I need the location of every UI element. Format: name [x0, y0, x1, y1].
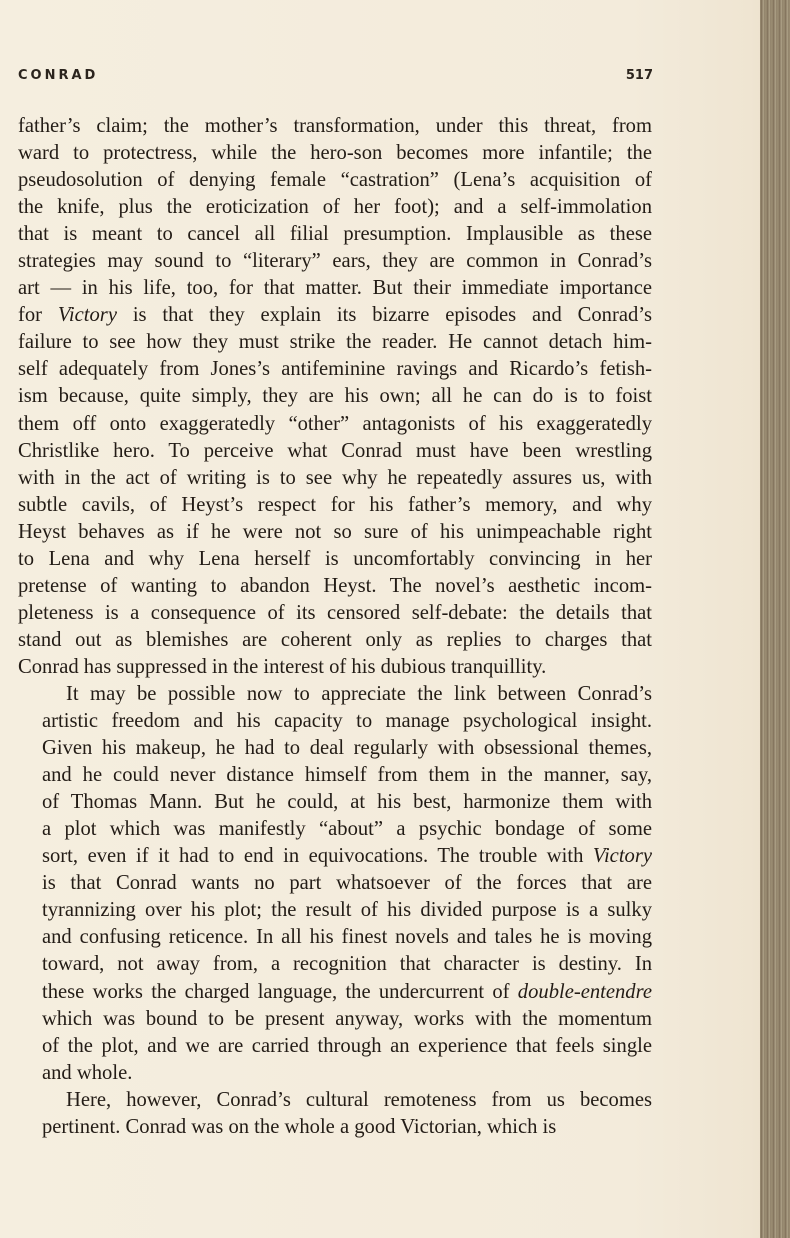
paragraph	[18, 113, 652, 681]
body-text	[18, 113, 652, 1141]
text-line: for Victory is that they explain its bizarre episodes and Conrad’s	[18, 304, 652, 327]
text-line: these works the charged language, the undercurrent of double-entendre	[42, 980, 652, 1003]
text-line: pretense of wanting to abandon Heyst. The novel’s aesthetic incom-	[18, 574, 652, 597]
italic-title: Victory	[592, 845, 652, 868]
paragraph	[18, 681, 652, 1087]
text-line: ism because, quite simply, they are his own; all he can do is to foist	[18, 385, 652, 408]
text-line: self adequately from Jones’s antifeminine ravings and Ricardo’s fetish-	[18, 358, 652, 381]
text-line: with in the act of writing is to see why he repeatedly assures us, with	[18, 466, 652, 489]
text-line: to Lena and why Lena herself is uncomfortably convincing in her	[18, 547, 652, 570]
text-line: ward to protectress, while the hero-son becomes more infantile; the	[18, 142, 652, 165]
text-line: tyrannizing over his plot; the result of his divided purpose is a sulky	[42, 899, 652, 922]
text-line: pseudosolution of denying female “castration” (Lena’s acquisition of	[18, 169, 652, 192]
text-line: father’s claim; the mother’s transformation, under this threat, from	[18, 115, 652, 137]
text-line: failure to see how they must strike the reader. He cannot detach him-	[18, 331, 652, 354]
text-line: Here, however, Conrad’s cultural remoteness from us becomes	[66, 1088, 652, 1111]
book-spine-edge	[760, 0, 790, 1238]
text-line: the knife, plus the eroticization of her foot); and a self-immolation	[18, 196, 652, 219]
text-line: is that Conrad wants no part whatsoever of the forces that are	[42, 872, 652, 895]
italic-title: Victory	[57, 304, 117, 327]
text-line: and confusing reticence. In all his finest novels and tales he is moving	[42, 926, 652, 949]
text-line: toward, not away from, a recognition that character is destiny. In	[42, 953, 652, 976]
text-line: Conrad has suppressed in the interest of his dubious tranquillity.	[18, 655, 547, 678]
text-line: of the plot, and we are carried through an experience that feels single	[42, 1034, 652, 1057]
text-line: and whole.	[42, 1061, 133, 1084]
text-line: stand out as blemishes are coherent only as replies to charges that	[18, 628, 652, 651]
page-number: 517	[625, 68, 653, 83]
text-line: Christlike hero. To perceive what Conrad must have been wrestling	[18, 439, 652, 462]
text-line: pertinent. Conrad was on the whole a good Victorian, which is	[42, 1115, 557, 1138]
text-line: a plot which was manifestly “about” a psychic bondage of some	[42, 818, 652, 841]
text-line: and he could never distance himself from them in the manner, say,	[42, 764, 652, 787]
text-line: them off onto exaggeratedly “other” antagonists of his exaggeratedly	[18, 412, 652, 435]
italic-title: double-entendre	[517, 980, 652, 1003]
running-head: CONRAD	[18, 68, 99, 83]
text-line: Heyst behaves as if he were not so sure of his unimpeachable right	[18, 520, 652, 543]
text-line: sort, even if it had to end in equivocations. The trouble with Victory	[42, 845, 652, 868]
text-line: which was bound to be present anyway, works with the momentum	[42, 1007, 652, 1030]
text-line: artistic freedom and his capacity to manage psychological insight.	[42, 710, 652, 733]
page-header	[18, 68, 653, 92]
text-line: Given his makeup, he had to deal regularly with obsessional themes,	[42, 737, 652, 760]
text-line: art — in his life, too, for that matter. But their immediate importance	[18, 277, 652, 300]
text-line: It may be possible now to appreciate the link between Conrad’s	[66, 682, 652, 705]
text-line: of Thomas Mann. But he could, at his best, harmonize them with	[42, 791, 652, 814]
paragraph	[18, 1087, 652, 1141]
text-line: strategies may sound to “literary” ears, they are common in Conrad’s	[18, 250, 652, 273]
text-line: that is meant to cancel all filial presumption. Implausible as these	[18, 223, 652, 246]
text-line: pleteness is a consequence of its censored self-debate: the details that	[18, 601, 652, 624]
text-line: subtle cavils, of Heyst’s respect for his father’s memory, and why	[18, 493, 652, 516]
